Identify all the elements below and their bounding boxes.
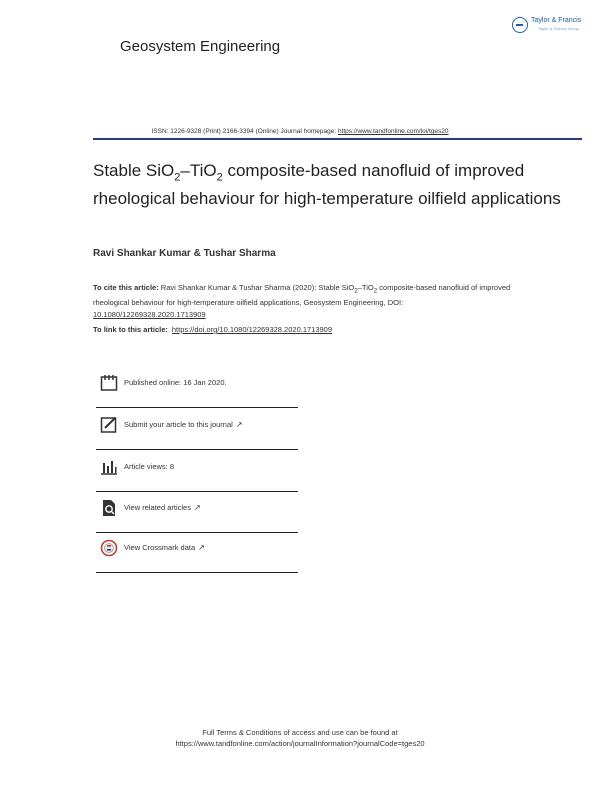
logo-line1: Taylor & Francis bbox=[531, 17, 582, 24]
crossmark-label[interactable] bbox=[124, 543, 205, 552]
crossmark-text[interactable]: View Crossmark data bbox=[124, 543, 196, 552]
article-doi-url[interactable]: https://doi.org/10.1080/12269328.2020.1713909 bbox=[171, 325, 333, 334]
citation-block bbox=[93, 282, 513, 320]
edit-icon bbox=[100, 416, 118, 434]
cite-label: To cite this article: bbox=[93, 283, 159, 292]
title-subscript: 2 bbox=[216, 171, 223, 184]
footer-terms-link[interactable]: https://www.tandfonline.com/action/journalInformation?journalCode=tges20 bbox=[175, 739, 425, 748]
publisher-logo[interactable] bbox=[512, 16, 582, 36]
title-part: –TiO bbox=[180, 161, 217, 180]
submit-text[interactable]: Submit your article to this journal bbox=[124, 420, 233, 429]
document-search-icon bbox=[100, 499, 118, 517]
cite-text: –TiO bbox=[357, 283, 374, 292]
external-link-icon: ↗ bbox=[193, 503, 201, 512]
journal-name: Geosystem Engineering bbox=[120, 38, 281, 55]
article-title bbox=[93, 160, 563, 210]
logo-mark-icon bbox=[512, 17, 528, 33]
link-line bbox=[93, 325, 332, 334]
bar-chart-icon bbox=[100, 458, 118, 476]
doi-link[interactable]: 10.1080/12269328.2020.1713909 bbox=[93, 309, 206, 319]
views-label: Article views: 8 bbox=[124, 462, 175, 471]
published-row bbox=[96, 366, 298, 408]
header-rule bbox=[93, 138, 582, 140]
logo-line2: Taylor & Francis Group bbox=[538, 26, 579, 31]
submit-row[interactable] bbox=[96, 408, 298, 450]
related-row[interactable] bbox=[96, 491, 298, 533]
crossmark-icon bbox=[100, 539, 118, 557]
related-label[interactable] bbox=[124, 503, 201, 512]
external-link-icon: ↗ bbox=[235, 420, 243, 429]
footer bbox=[0, 727, 600, 749]
cite-text: composite-based nanofluid of improved rheological behaviour for high-temperature oilfield applications, Geosystem Engineering, DOI: bbox=[93, 283, 511, 307]
title-part: composite-based nanofluid of improved rheological behaviour for high-temperature oilfield applications bbox=[93, 161, 561, 209]
calendar-icon bbox=[100, 374, 118, 392]
published-label: Published online: 16 Jan 2020. bbox=[124, 378, 227, 387]
footer-line1: Full Terms & Conditions of access and use can be found at bbox=[202, 728, 398, 737]
related-text[interactable]: View related articles bbox=[124, 503, 191, 512]
authors: Ravi Shankar Kumar & Tushar Sharma bbox=[93, 248, 276, 259]
issn-text: ISSN: 1226-9328 (Print) 2166-3394 (Online) Journal homepage: bbox=[151, 128, 338, 135]
title-subscript: 2 bbox=[174, 171, 181, 184]
issn-line bbox=[0, 128, 600, 135]
cite-subscript: 2 bbox=[373, 287, 378, 295]
views-row bbox=[96, 450, 298, 492]
cite-subscript: 2 bbox=[354, 287, 358, 295]
cite-text: Ravi Shankar Kumar & Tushar Sharma (2020): Stable SiO bbox=[158, 283, 355, 292]
link-label: To link to this article: bbox=[93, 325, 168, 334]
title-part: Stable SiO bbox=[93, 161, 175, 180]
crossmark-row[interactable] bbox=[96, 531, 298, 573]
external-link-icon: ↗ bbox=[198, 543, 205, 552]
journal-homepage-link[interactable]: https://www.tandfonline.com/loi/tges20 bbox=[337, 128, 449, 135]
submit-label[interactable] bbox=[124, 420, 243, 429]
